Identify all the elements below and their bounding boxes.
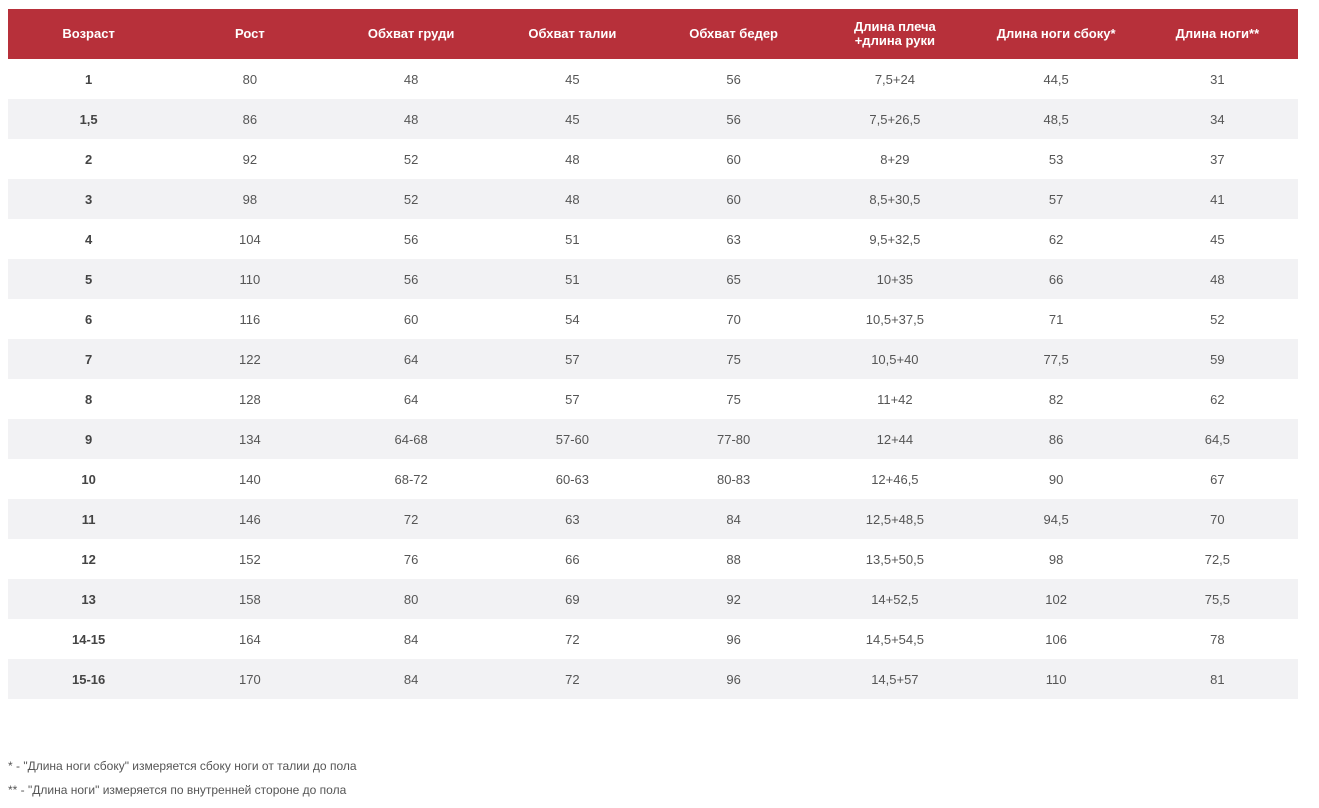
cell-side-leg: 98 <box>976 539 1137 579</box>
cell-side-leg: 44,5 <box>976 59 1137 99</box>
cell-inner-leg: 67 <box>1137 459 1298 499</box>
cell-inner-leg: 62 <box>1137 379 1298 419</box>
cell-waist: 60-63 <box>492 459 653 499</box>
cell-shoulder-arm: 8,5+30,5 <box>814 179 975 219</box>
cell-height: 152 <box>169 539 330 579</box>
header-row <box>8 9 1298 59</box>
cell-side-leg: 110 <box>976 659 1137 699</box>
cell-inner-leg: 52 <box>1137 299 1298 339</box>
cell-age: 14-15 <box>8 619 169 659</box>
cell-shoulder-arm: 12,5+48,5 <box>814 499 975 539</box>
cell-hips: 75 <box>653 339 814 379</box>
table-body <box>8 59 1298 699</box>
cell-hips: 80-83 <box>653 459 814 499</box>
cell-side-leg: 71 <box>976 299 1137 339</box>
cell-chest: 84 <box>331 659 492 699</box>
cell-side-leg: 53 <box>976 139 1137 179</box>
header-height: Рост <box>169 9 330 59</box>
cell-waist: 45 <box>492 99 653 139</box>
cell-shoulder-arm: 10,5+40 <box>814 339 975 379</box>
cell-waist: 45 <box>492 59 653 99</box>
cell-chest: 56 <box>331 259 492 299</box>
cell-height: 158 <box>169 579 330 619</box>
cell-height: 116 <box>169 299 330 339</box>
table-row <box>8 499 1298 539</box>
cell-waist: 48 <box>492 179 653 219</box>
cell-inner-leg: 70 <box>1137 499 1298 539</box>
cell-age: 13 <box>8 579 169 619</box>
header-chest: Обхват груди <box>331 9 492 59</box>
table-row <box>8 619 1298 659</box>
cell-height: 146 <box>169 499 330 539</box>
cell-waist: 57 <box>492 339 653 379</box>
cell-waist: 63 <box>492 499 653 539</box>
cell-chest: 68-72 <box>331 459 492 499</box>
cell-chest: 64 <box>331 339 492 379</box>
cell-height: 86 <box>169 99 330 139</box>
cell-height: 110 <box>169 259 330 299</box>
cell-hips: 96 <box>653 659 814 699</box>
table-row <box>8 139 1298 179</box>
cell-age: 9 <box>8 419 169 459</box>
cell-shoulder-arm: 11+42 <box>814 379 975 419</box>
cell-waist: 51 <box>492 219 653 259</box>
cell-height: 98 <box>169 179 330 219</box>
cell-chest: 76 <box>331 539 492 579</box>
cell-inner-leg: 75,5 <box>1137 579 1298 619</box>
header-hips: Обхват бедер <box>653 9 814 59</box>
cell-height: 80 <box>169 59 330 99</box>
cell-age: 3 <box>8 179 169 219</box>
table-row <box>8 379 1298 419</box>
cell-chest: 80 <box>331 579 492 619</box>
cell-age: 1 <box>8 59 169 99</box>
cell-side-leg: 106 <box>976 619 1137 659</box>
cell-age: 1,5 <box>8 99 169 139</box>
cell-side-leg: 57 <box>976 179 1137 219</box>
cell-inner-leg: 45 <box>1137 219 1298 259</box>
cell-shoulder-arm: 10+35 <box>814 259 975 299</box>
cell-side-leg: 66 <box>976 259 1137 299</box>
table-row <box>8 539 1298 579</box>
cell-shoulder-arm: 14,5+54,5 <box>814 619 975 659</box>
cell-hips: 56 <box>653 59 814 99</box>
cell-hips: 65 <box>653 259 814 299</box>
cell-chest: 72 <box>331 499 492 539</box>
header-inner-leg: Длина ноги** <box>1137 9 1298 59</box>
cell-waist: 51 <box>492 259 653 299</box>
cell-height: 140 <box>169 459 330 499</box>
cell-hips: 60 <box>653 179 814 219</box>
cell-chest: 64 <box>331 379 492 419</box>
cell-chest: 48 <box>331 99 492 139</box>
cell-height: 170 <box>169 659 330 699</box>
cell-shoulder-arm: 12+44 <box>814 419 975 459</box>
cell-age: 10 <box>8 459 169 499</box>
cell-shoulder-arm: 8+29 <box>814 139 975 179</box>
cell-inner-leg: 72,5 <box>1137 539 1298 579</box>
footnotes <box>8 754 357 802</box>
table-row <box>8 259 1298 299</box>
table-row <box>8 459 1298 499</box>
cell-inner-leg: 81 <box>1137 659 1298 699</box>
cell-side-leg: 90 <box>976 459 1137 499</box>
cell-side-leg: 62 <box>976 219 1137 259</box>
cell-waist: 54 <box>492 299 653 339</box>
header-shoulder-line1: Длина плеча <box>853 19 936 34</box>
cell-inner-leg: 59 <box>1137 339 1298 379</box>
cell-age: 8 <box>8 379 169 419</box>
cell-height: 128 <box>169 379 330 419</box>
cell-side-leg: 48,5 <box>976 99 1137 139</box>
cell-side-leg: 77,5 <box>976 339 1137 379</box>
cell-inner-leg: 41 <box>1137 179 1298 219</box>
table-row <box>8 339 1298 379</box>
table-row <box>8 99 1298 139</box>
cell-shoulder-arm: 7,5+26,5 <box>814 99 975 139</box>
cell-waist: 69 <box>492 579 653 619</box>
cell-height: 104 <box>169 219 330 259</box>
cell-shoulder-arm: 14+52,5 <box>814 579 975 619</box>
cell-waist: 72 <box>492 619 653 659</box>
cell-shoulder-arm: 14,5+57 <box>814 659 975 699</box>
cell-hips: 92 <box>653 579 814 619</box>
cell-age: 6 <box>8 299 169 339</box>
cell-inner-leg: 34 <box>1137 99 1298 139</box>
cell-hips: 70 <box>653 299 814 339</box>
table-row <box>8 59 1298 99</box>
cell-side-leg: 86 <box>976 419 1137 459</box>
table-row <box>8 219 1298 259</box>
header-shoulder-line2: +длина руки <box>854 33 936 48</box>
cell-waist: 57-60 <box>492 419 653 459</box>
size-table <box>8 9 1298 699</box>
cell-inner-leg: 64,5 <box>1137 419 1298 459</box>
footnote-side-leg: * - "Длина ноги сбоку" измеряется сбоку ноги от талии до пола <box>8 759 357 773</box>
cell-chest: 52 <box>331 179 492 219</box>
cell-hips: 60 <box>653 139 814 179</box>
cell-side-leg: 102 <box>976 579 1137 619</box>
cell-chest: 64-68 <box>331 419 492 459</box>
cell-shoulder-arm: 10,5+37,5 <box>814 299 975 339</box>
cell-chest: 56 <box>331 219 492 259</box>
cell-inner-leg: 31 <box>1137 59 1298 99</box>
table-row <box>8 419 1298 459</box>
cell-hips: 75 <box>653 379 814 419</box>
cell-hips: 84 <box>653 499 814 539</box>
cell-side-leg: 94,5 <box>976 499 1137 539</box>
cell-side-leg: 82 <box>976 379 1137 419</box>
table-row <box>8 299 1298 339</box>
header-shoulder-arm <box>814 9 975 59</box>
cell-shoulder-arm: 12+46,5 <box>814 459 975 499</box>
cell-inner-leg: 48 <box>1137 259 1298 299</box>
cell-age: 5 <box>8 259 169 299</box>
cell-shoulder-arm: 7,5+24 <box>814 59 975 99</box>
cell-age: 12 <box>8 539 169 579</box>
footnote-inner-leg: ** - "Длина ноги" измеряется по внутренней стороне до пола <box>8 783 347 797</box>
cell-age: 7 <box>8 339 169 379</box>
header-age: Возраст <box>8 9 169 59</box>
cell-hips: 77-80 <box>653 419 814 459</box>
cell-inner-leg: 37 <box>1137 139 1298 179</box>
cell-shoulder-arm: 13,5+50,5 <box>814 539 975 579</box>
cell-height: 122 <box>169 339 330 379</box>
cell-age: 4 <box>8 219 169 259</box>
header-side-leg: Длина ноги сбоку* <box>976 9 1137 59</box>
cell-hips: 96 <box>653 619 814 659</box>
cell-waist: 66 <box>492 539 653 579</box>
cell-chest: 52 <box>331 139 492 179</box>
cell-waist: 72 <box>492 659 653 699</box>
cell-age: 11 <box>8 499 169 539</box>
cell-hips: 56 <box>653 99 814 139</box>
cell-waist: 48 <box>492 139 653 179</box>
cell-age: 15-16 <box>8 659 169 699</box>
cell-hips: 88 <box>653 539 814 579</box>
cell-chest: 48 <box>331 59 492 99</box>
table-row <box>8 179 1298 219</box>
table-row <box>8 659 1298 699</box>
cell-height: 134 <box>169 419 330 459</box>
header-waist: Обхват талии <box>492 9 653 59</box>
cell-age: 2 <box>8 139 169 179</box>
cell-chest: 84 <box>331 619 492 659</box>
cell-hips: 63 <box>653 219 814 259</box>
cell-waist: 57 <box>492 379 653 419</box>
cell-height: 92 <box>169 139 330 179</box>
cell-inner-leg: 78 <box>1137 619 1298 659</box>
cell-chest: 60 <box>331 299 492 339</box>
table-row <box>8 579 1298 619</box>
cell-height: 164 <box>169 619 330 659</box>
cell-shoulder-arm: 9,5+32,5 <box>814 219 975 259</box>
